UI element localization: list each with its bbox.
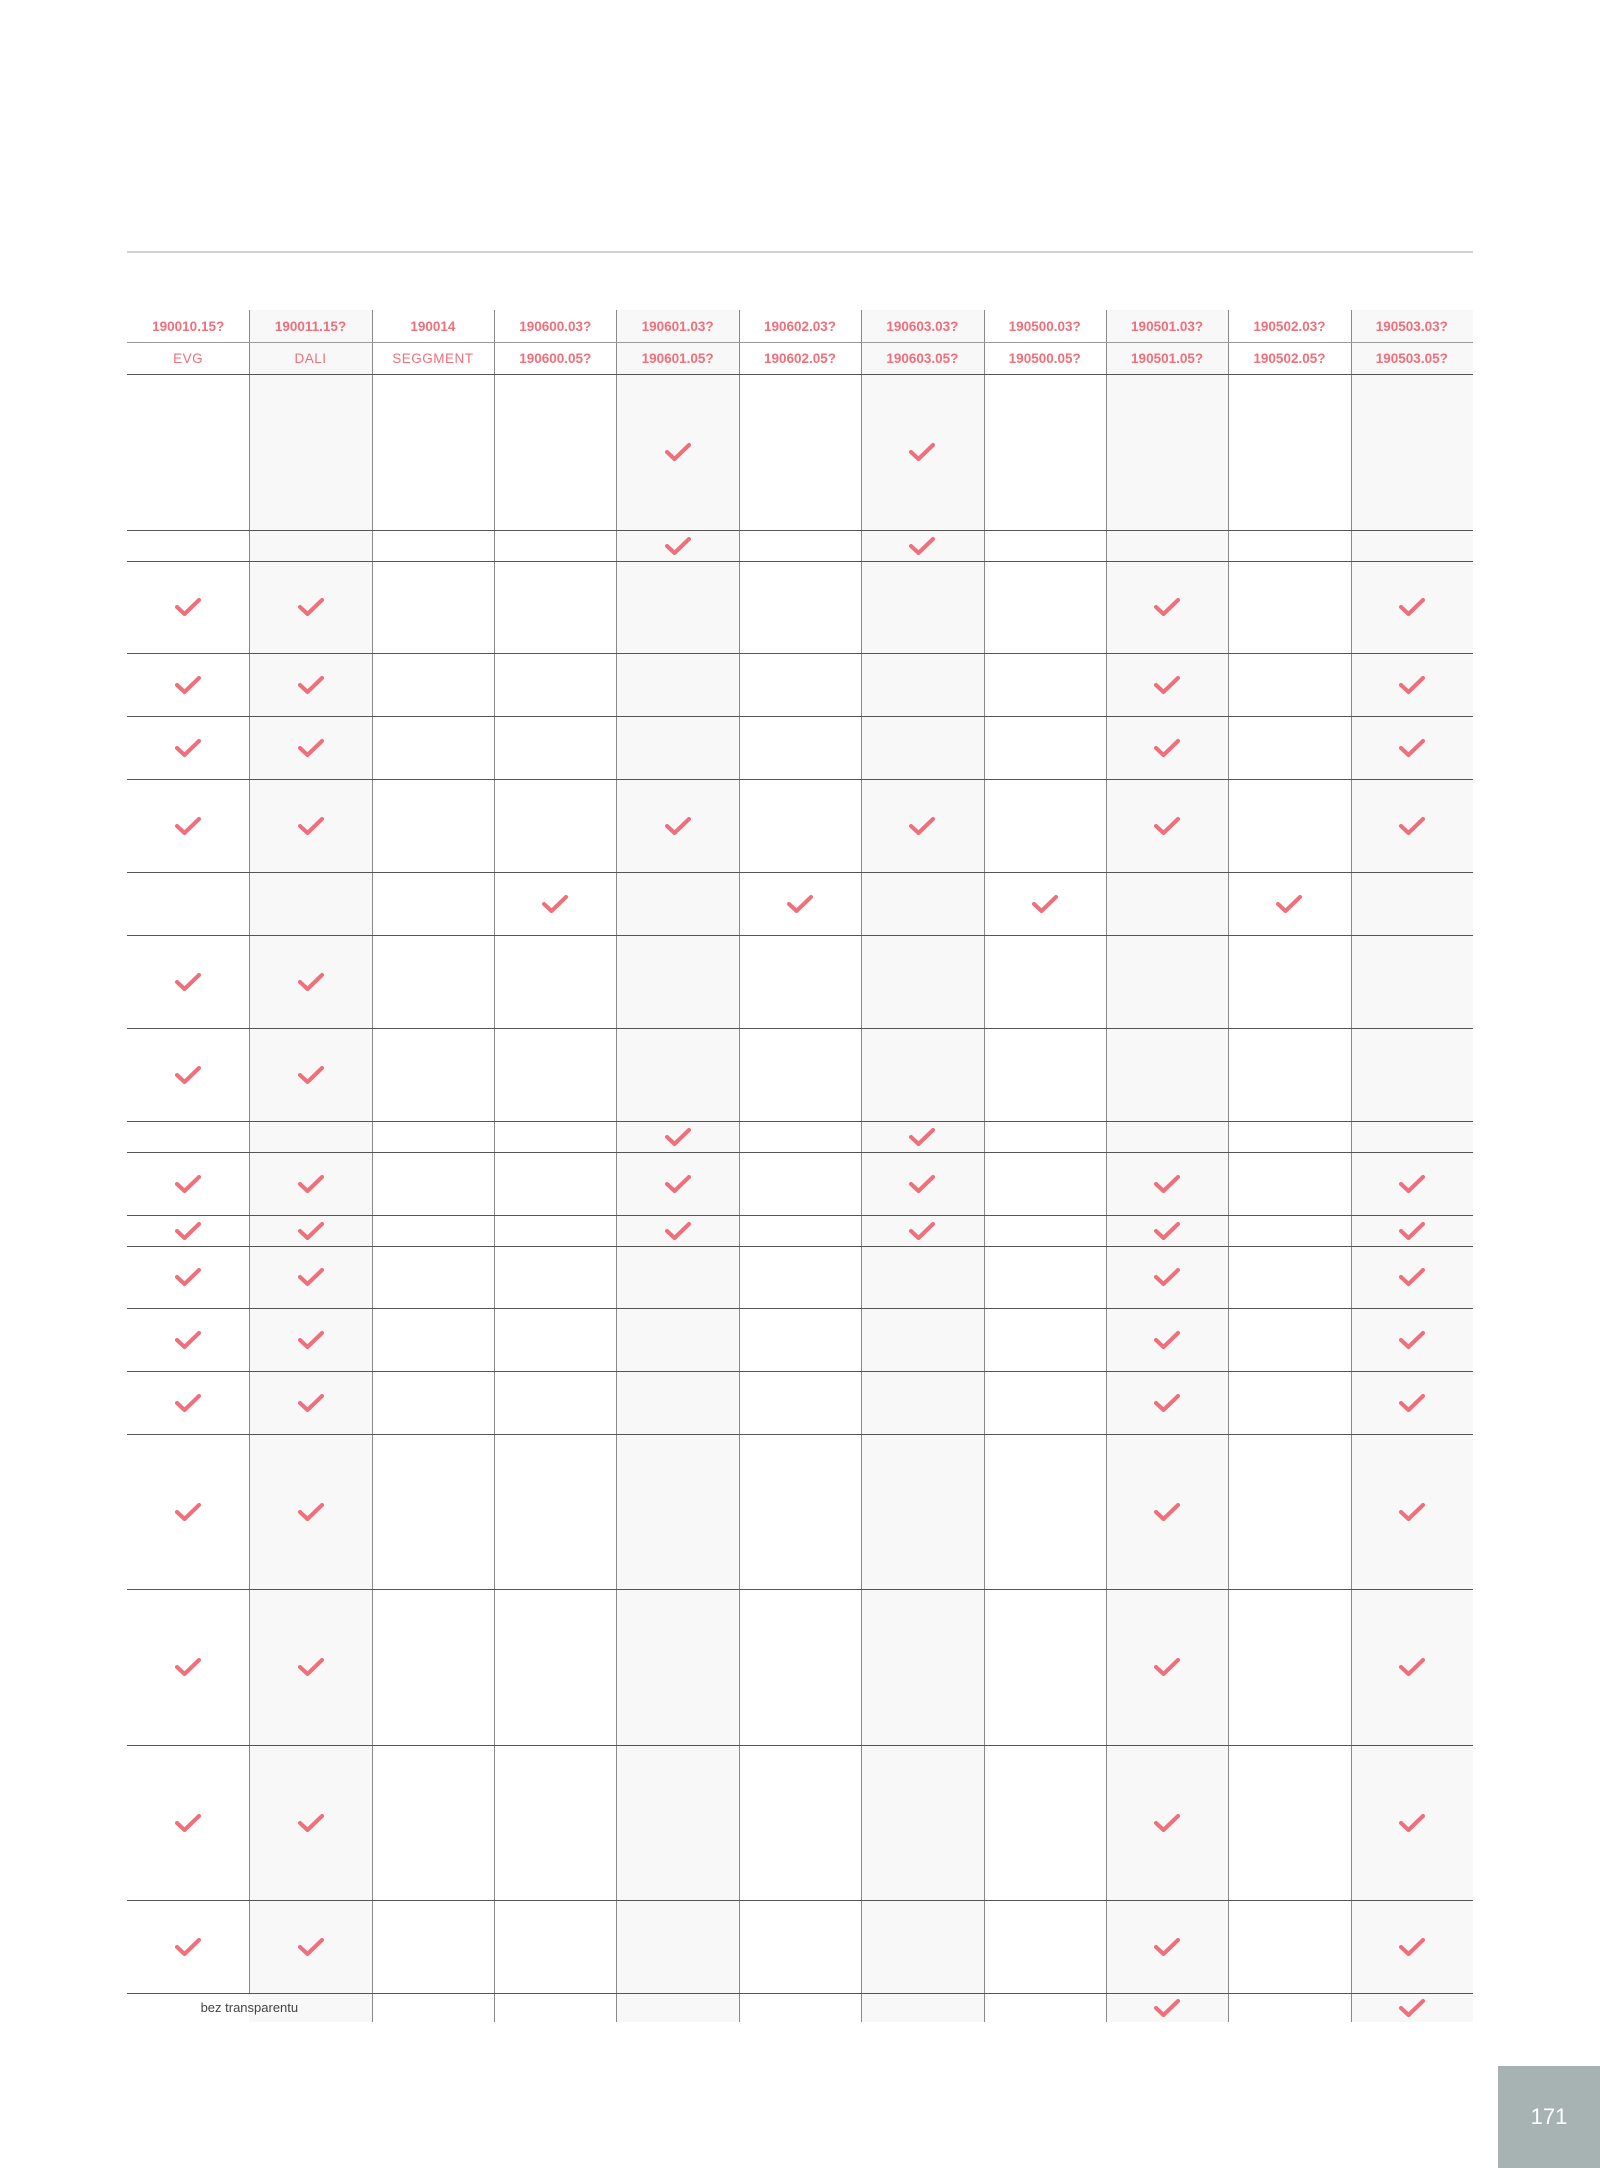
check-icon <box>298 972 324 992</box>
row-rule <box>127 1900 1473 1901</box>
row-rule <box>127 1371 1473 1372</box>
row-rule <box>127 1152 1473 1153</box>
check-icon <box>1399 1393 1425 1413</box>
check-icon <box>665 442 691 462</box>
check-icon <box>787 894 813 914</box>
header-code-0: 190010.15? <box>152 318 225 334</box>
header-variant-9: 190502.05? <box>1253 350 1326 366</box>
header-code-7: 190500.03? <box>1008 318 1081 334</box>
check-icon <box>298 675 324 695</box>
row-rule <box>127 1215 1473 1216</box>
column-divider <box>372 310 373 2022</box>
check-icon <box>175 1065 201 1085</box>
check-icon <box>298 597 324 617</box>
check-icon <box>665 1127 691 1147</box>
header-variant-4: 190601.05? <box>641 350 714 366</box>
row-rule <box>127 779 1473 780</box>
check-icon <box>1399 1657 1425 1677</box>
check-icon <box>175 1174 201 1194</box>
header-rule <box>127 374 1473 375</box>
check-icon <box>1154 597 1180 617</box>
row-rule <box>127 1589 1473 1590</box>
header-variant-0: EVG <box>173 350 204 366</box>
row-rule <box>127 1434 1473 1435</box>
check-icon <box>1399 816 1425 836</box>
check-icon <box>909 816 935 836</box>
check-icon <box>1399 1330 1425 1350</box>
column-divider <box>616 310 617 2022</box>
check-icon <box>1154 1393 1180 1413</box>
row-rule <box>127 935 1473 936</box>
check-icon <box>1399 1174 1425 1194</box>
row-rule <box>127 1308 1473 1309</box>
check-icon <box>1154 1174 1180 1194</box>
check-icon <box>1032 894 1058 914</box>
header-code-4: 190601.03? <box>641 318 714 334</box>
check-icon <box>1399 1502 1425 1522</box>
check-icon <box>1154 1267 1180 1287</box>
header-variant-6: 190603.05? <box>886 350 959 366</box>
check-icon <box>909 1174 935 1194</box>
check-icon <box>1399 597 1425 617</box>
row-rule <box>127 872 1473 873</box>
check-icon <box>909 536 935 556</box>
check-icon <box>1154 1221 1180 1241</box>
header-variant-8: 190501.05? <box>1131 350 1204 366</box>
header-code-9: 190502.03? <box>1253 318 1326 334</box>
header-code-8: 190501.03? <box>1131 318 1204 334</box>
check-icon <box>1399 738 1425 758</box>
check-icon <box>1154 738 1180 758</box>
check-icon <box>665 536 691 556</box>
check-icon <box>1399 1998 1425 2018</box>
page-number: 171 <box>1498 2066 1600 2168</box>
check-icon <box>665 1174 691 1194</box>
check-icon <box>298 1174 324 1194</box>
check-icon <box>1399 1267 1425 1287</box>
check-icon <box>1399 1221 1425 1241</box>
header-code-1: 190011.15? <box>274 318 347 334</box>
row-rule <box>127 530 1473 531</box>
check-icon <box>1154 1813 1180 1833</box>
check-icon <box>298 1813 324 1833</box>
header-variant-7: 190500.05? <box>1008 350 1081 366</box>
column-divider <box>1351 310 1352 2022</box>
header-code-3: 190600.03? <box>519 318 592 334</box>
check-icon <box>909 1221 935 1241</box>
check-icon <box>175 1330 201 1350</box>
row-rule <box>127 716 1473 717</box>
check-icon <box>175 738 201 758</box>
header-variant-5: 190602.05? <box>763 350 837 366</box>
row-note: bez transparentu <box>200 2000 299 2015</box>
check-icon <box>175 1393 201 1413</box>
row-rule <box>127 1121 1473 1122</box>
check-icon <box>298 816 324 836</box>
header-variant-3: 190600.05? <box>519 350 592 366</box>
check-icon <box>665 1221 691 1241</box>
column-divider <box>739 310 740 2022</box>
row-rule <box>127 653 1473 654</box>
header-variant-10: 190503.05? <box>1375 350 1448 366</box>
column-divider <box>494 310 495 2022</box>
check-icon <box>298 1937 324 1957</box>
check-icon <box>298 1221 324 1241</box>
check-icon <box>298 1330 324 1350</box>
compatibility-table <box>127 310 1473 2022</box>
check-icon <box>1154 1998 1180 2018</box>
header-variant-2: SEGGMENT <box>392 350 474 366</box>
check-icon <box>1154 1657 1180 1677</box>
check-icon <box>1154 1937 1180 1957</box>
check-icon <box>1276 894 1302 914</box>
check-icon <box>298 738 324 758</box>
top-rule <box>127 251 1473 253</box>
check-icon <box>1154 1502 1180 1522</box>
check-icon <box>175 1267 201 1287</box>
column-divider <box>984 310 985 2022</box>
check-icon <box>909 442 935 462</box>
check-icon <box>665 816 691 836</box>
check-icon <box>1154 816 1180 836</box>
check-icon <box>175 1502 201 1522</box>
row-rule <box>127 1745 1473 1746</box>
check-icon <box>175 972 201 992</box>
check-icon <box>1399 675 1425 695</box>
check-icon <box>175 1813 201 1833</box>
check-icon <box>298 1065 324 1085</box>
header-code-6: 190603.03? <box>886 318 959 334</box>
check-icon <box>175 675 201 695</box>
shaded-column <box>616 374 738 2022</box>
shaded-column <box>1106 374 1228 2022</box>
shaded-column <box>249 374 371 2022</box>
header-code-5: 190602.03? <box>763 318 837 334</box>
column-divider <box>861 310 862 2022</box>
check-icon <box>175 1221 201 1241</box>
row-rule <box>127 1246 1473 1247</box>
header-code-10: 190503.03? <box>1375 318 1448 334</box>
header-variant-1: DALI <box>294 350 327 366</box>
check-icon <box>542 894 568 914</box>
check-icon <box>1399 1937 1425 1957</box>
row-rule <box>127 561 1473 562</box>
check-icon <box>298 1502 324 1522</box>
check-icon <box>175 597 201 617</box>
check-icon <box>175 816 201 836</box>
header-code-2: 190014 <box>410 318 456 334</box>
check-icon <box>909 1127 935 1147</box>
check-icon <box>298 1393 324 1413</box>
shaded-column <box>1351 374 1473 2022</box>
shaded-column <box>861 374 983 2022</box>
column-divider <box>1106 310 1107 2022</box>
check-icon <box>1399 1813 1425 1833</box>
check-icon <box>298 1267 324 1287</box>
check-icon <box>175 1657 201 1677</box>
column-divider <box>1228 310 1229 2022</box>
check-icon <box>175 1937 201 1957</box>
check-icon <box>1154 1330 1180 1350</box>
check-icon <box>1154 675 1180 695</box>
row-rule <box>127 1028 1473 1029</box>
check-icon <box>298 1657 324 1677</box>
